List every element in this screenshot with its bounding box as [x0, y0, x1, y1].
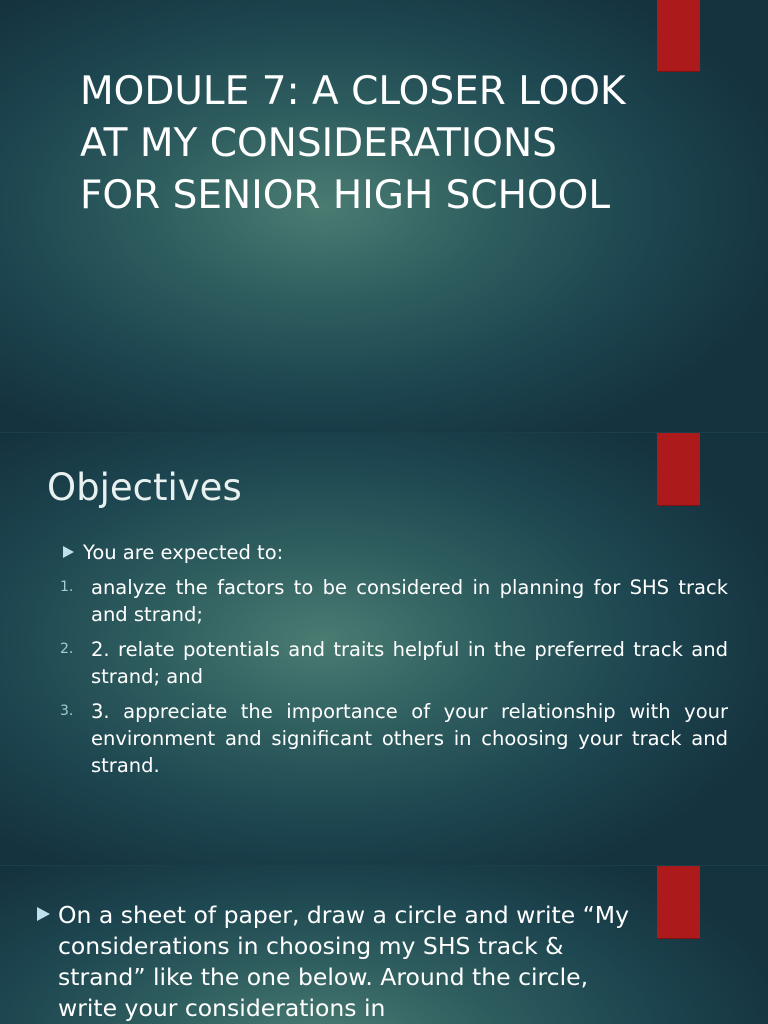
- triangle-bullet-icon: [63, 546, 74, 558]
- red-accent-bar: [657, 0, 700, 71]
- list-item: [60, 574, 728, 628]
- list-item-text: 3. appreciate the importance of your relationship with your environment and significant others in choosing your track and strand.: [91, 700, 728, 777]
- list-item-number: 2.: [60, 641, 74, 657]
- objectives-list: [60, 574, 728, 787]
- activity-instruction: [37, 900, 637, 1024]
- list-item-text: analyze the factors to be considered in planning for SHS track and strand;: [91, 576, 728, 626]
- list-item-text: 2. relate potentials and traits helpful in the preferred track and strand; and: [91, 638, 728, 688]
- objectives-title: Objectives: [47, 466, 242, 509]
- red-accent-bar: [657, 433, 700, 505]
- list-item-number: 3.: [60, 703, 74, 719]
- slide-2-objectives: [0, 433, 768, 865]
- slide-1-module-title: [0, 0, 768, 432]
- module-title: MODULE 7: A CLOSER LOOK AT MY CONSIDERATIONS FOR SENIOR HIGH SCHOOL: [80, 69, 626, 218]
- objectives-intro-text: You are expected to:: [83, 541, 284, 564]
- list-item: [60, 636, 728, 690]
- list-item-number: 1.: [60, 579, 74, 595]
- list-item: [60, 698, 728, 779]
- objectives-intro: [63, 539, 283, 566]
- triangle-bullet-icon: [37, 907, 50, 921]
- red-accent-bar: [657, 866, 700, 938]
- activity-instruction-text: On a sheet of paper, draw a circle and write “My considerations in choosing my SHS track & strand” like the one below. Around the circle, write your considerations in: [58, 901, 629, 1022]
- slide-3-activity: [0, 866, 768, 1024]
